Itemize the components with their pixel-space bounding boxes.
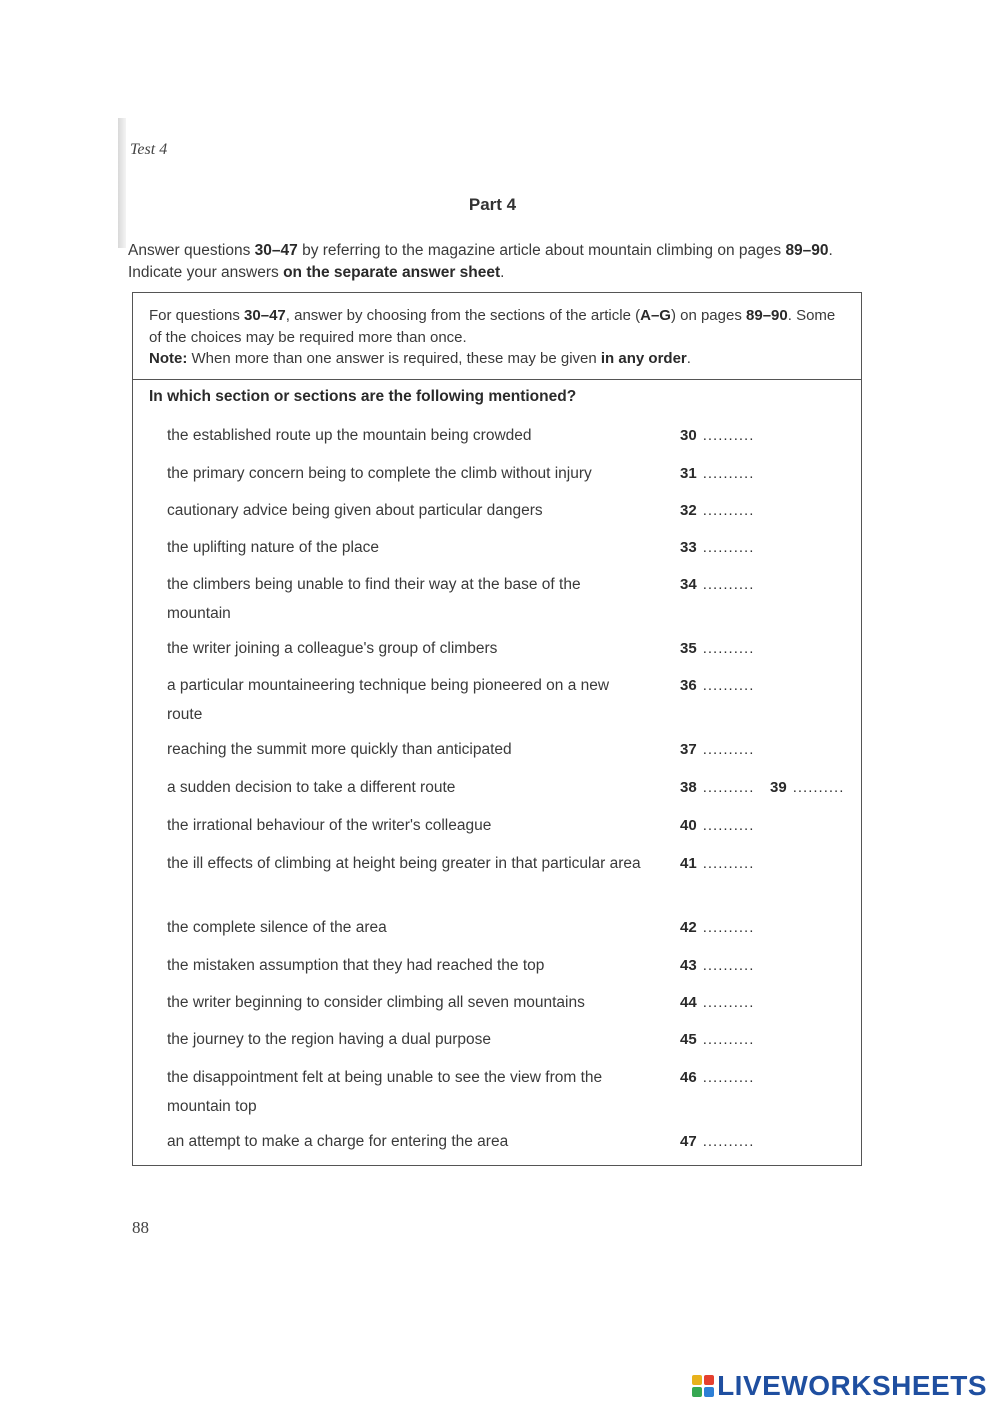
question-number: 32 (680, 502, 697, 519)
answer-slot[interactable] (680, 913, 754, 942)
answer-slot[interactable] (680, 951, 754, 980)
answer-slot[interactable] (680, 533, 754, 562)
answer-slot[interactable] (680, 671, 754, 700)
answer-blank[interactable]: .......... (702, 957, 755, 974)
instructions (128, 240, 868, 284)
question-number: 38 (680, 779, 697, 796)
answer-blank[interactable]: .......... (702, 640, 755, 657)
answer-slot[interactable] (680, 634, 754, 663)
answer-slot[interactable] (680, 459, 754, 488)
question-number: 42 (680, 919, 697, 936)
answer-slot[interactable] (680, 988, 754, 1017)
box-text: . Some of the choices may be required more than once. (149, 307, 836, 346)
running-head: Test 4 (130, 141, 168, 158)
question-text: the uplifting nature of the place (167, 539, 379, 556)
question-number: 30 (680, 427, 697, 444)
answer-blank[interactable]: .......... (702, 741, 755, 758)
answer-blank[interactable]: .......... (702, 576, 755, 593)
instr-text: Answer questions (128, 242, 255, 259)
answer-blank[interactable]: .......... (702, 677, 755, 694)
answer-slot[interactable] (680, 849, 754, 878)
question-number: 45 (680, 1031, 697, 1048)
note-text: When more than one answer is required, these may be given (187, 350, 601, 367)
scan-shadow (118, 118, 126, 248)
question-number: 47 (680, 1133, 697, 1150)
question-text: cautionary advice being given about particular dangers (167, 502, 543, 519)
brand-logo-tile (704, 1387, 714, 1397)
answer-blank[interactable]: .......... (702, 817, 755, 834)
instr-text: by referring to the magazine article about mountain climbing on pages (297, 242, 786, 259)
brand-text: LIVEWORKSHEETS (717, 1370, 987, 1401)
box-note (149, 348, 845, 370)
answer-slot[interactable] (680, 1025, 754, 1054)
question-number: 39 (770, 779, 787, 796)
question-text: the irrational behaviour of the writer's colleague (167, 817, 492, 834)
note-label: Note: (149, 350, 188, 367)
brand-logo-tile (704, 1375, 714, 1385)
question-text: the disappointment felt at being unable to see the view from the mountain top (167, 1069, 603, 1115)
box-text: For questions (149, 307, 245, 324)
question-box (132, 292, 862, 1166)
instr-text: . Indicate your answers (128, 242, 833, 281)
answer-blank[interactable]: .......... (702, 427, 755, 444)
question-prompt: In which section or sections are the following mentioned? (149, 388, 577, 405)
question-text: the mistaken assumption that they had reached the top (167, 957, 545, 974)
question-number: 36 (680, 677, 697, 694)
question-text: the writer joining a colleague's group of climbers (167, 640, 498, 657)
question-text: the writer beginning to consider climbing all seven mountains (167, 994, 585, 1011)
answer-slot[interactable] (680, 1127, 754, 1156)
question-number: 33 (680, 539, 697, 556)
question-number: 43 (680, 957, 697, 974)
answer-slot[interactable] (680, 735, 754, 764)
question-text: the established route up the mountain being crowded (167, 427, 532, 444)
answer-blank[interactable]: .......... (702, 1133, 755, 1150)
answer-blank[interactable]: .......... (702, 539, 755, 556)
question-text: the complete silence of the area (167, 919, 387, 936)
brand-logo-icon (692, 1375, 714, 1397)
question-text: a particular mountaineering technique being pioneered on a new route (167, 677, 610, 723)
page-number: 88 (132, 1218, 149, 1237)
answer-slot[interactable] (770, 773, 844, 802)
question-number: 41 (680, 855, 697, 872)
answer-slot[interactable] (680, 1063, 754, 1092)
instr-emphasis: on the separate answer sheet (283, 264, 501, 281)
question-text: an attempt to make a charge for entering the area (167, 1133, 509, 1150)
question-number: 44 (680, 994, 697, 1011)
answer-blank[interactable]: .......... (702, 855, 755, 872)
question-text: reaching the summit more quickly than anticipated (167, 741, 512, 758)
answer-blank[interactable]: .......... (702, 779, 755, 796)
box-line-1 (149, 305, 845, 348)
box-instructions (133, 293, 861, 380)
answer-blank[interactable]: .......... (702, 465, 755, 482)
answer-slot[interactable] (680, 421, 754, 450)
part-title: Part 4 (468, 195, 517, 214)
answer-blank[interactable]: .......... (792, 779, 845, 796)
question-number: 40 (680, 817, 697, 834)
question-number: 37 (680, 741, 697, 758)
answer-slot[interactable] (680, 773, 754, 802)
instr-range: 30–47 (254, 242, 298, 259)
question-number: 46 (680, 1069, 697, 1086)
box-pages: 89–90 (746, 307, 788, 324)
note-text: . (686, 350, 691, 367)
question-number: 34 (680, 576, 697, 593)
box-text: ) on pages (670, 307, 747, 324)
question-text: the journey to the region having a dual purpose (167, 1031, 492, 1048)
box-text: , answer by choosing from the sections of the article ( (285, 307, 641, 324)
answer-slot[interactable] (680, 811, 754, 840)
answer-blank[interactable]: .......... (702, 502, 755, 519)
brand-watermark (692, 1370, 987, 1402)
answer-slot[interactable] (680, 496, 754, 525)
question-number: 31 (680, 465, 697, 482)
answer-slot[interactable] (680, 570, 754, 599)
question-text: the ill effects of climbing at height being greater in that particular area (167, 855, 641, 872)
instr-text: . (500, 264, 505, 281)
note-emphasis: in any order (600, 350, 687, 367)
answer-blank[interactable]: .......... (702, 1069, 755, 1086)
question-text: the primary concern being to complete the climb without injury (167, 465, 592, 482)
question-text: a sudden decision to take a different route (167, 779, 456, 796)
question-text: the climbers being unable to find their way at the base of the mountain (167, 576, 581, 622)
box-sections: A–G (640, 307, 671, 324)
box-range: 30–47 (244, 307, 286, 324)
answer-blank[interactable]: .......... (702, 994, 755, 1011)
brand-logo-tile (692, 1375, 702, 1385)
brand-logo-tile (692, 1387, 702, 1397)
answer-blank[interactable]: .......... (702, 1031, 755, 1048)
question-number: 35 (680, 640, 697, 657)
instr-pages: 89–90 (785, 242, 829, 259)
answer-blank[interactable]: .......... (702, 919, 755, 936)
